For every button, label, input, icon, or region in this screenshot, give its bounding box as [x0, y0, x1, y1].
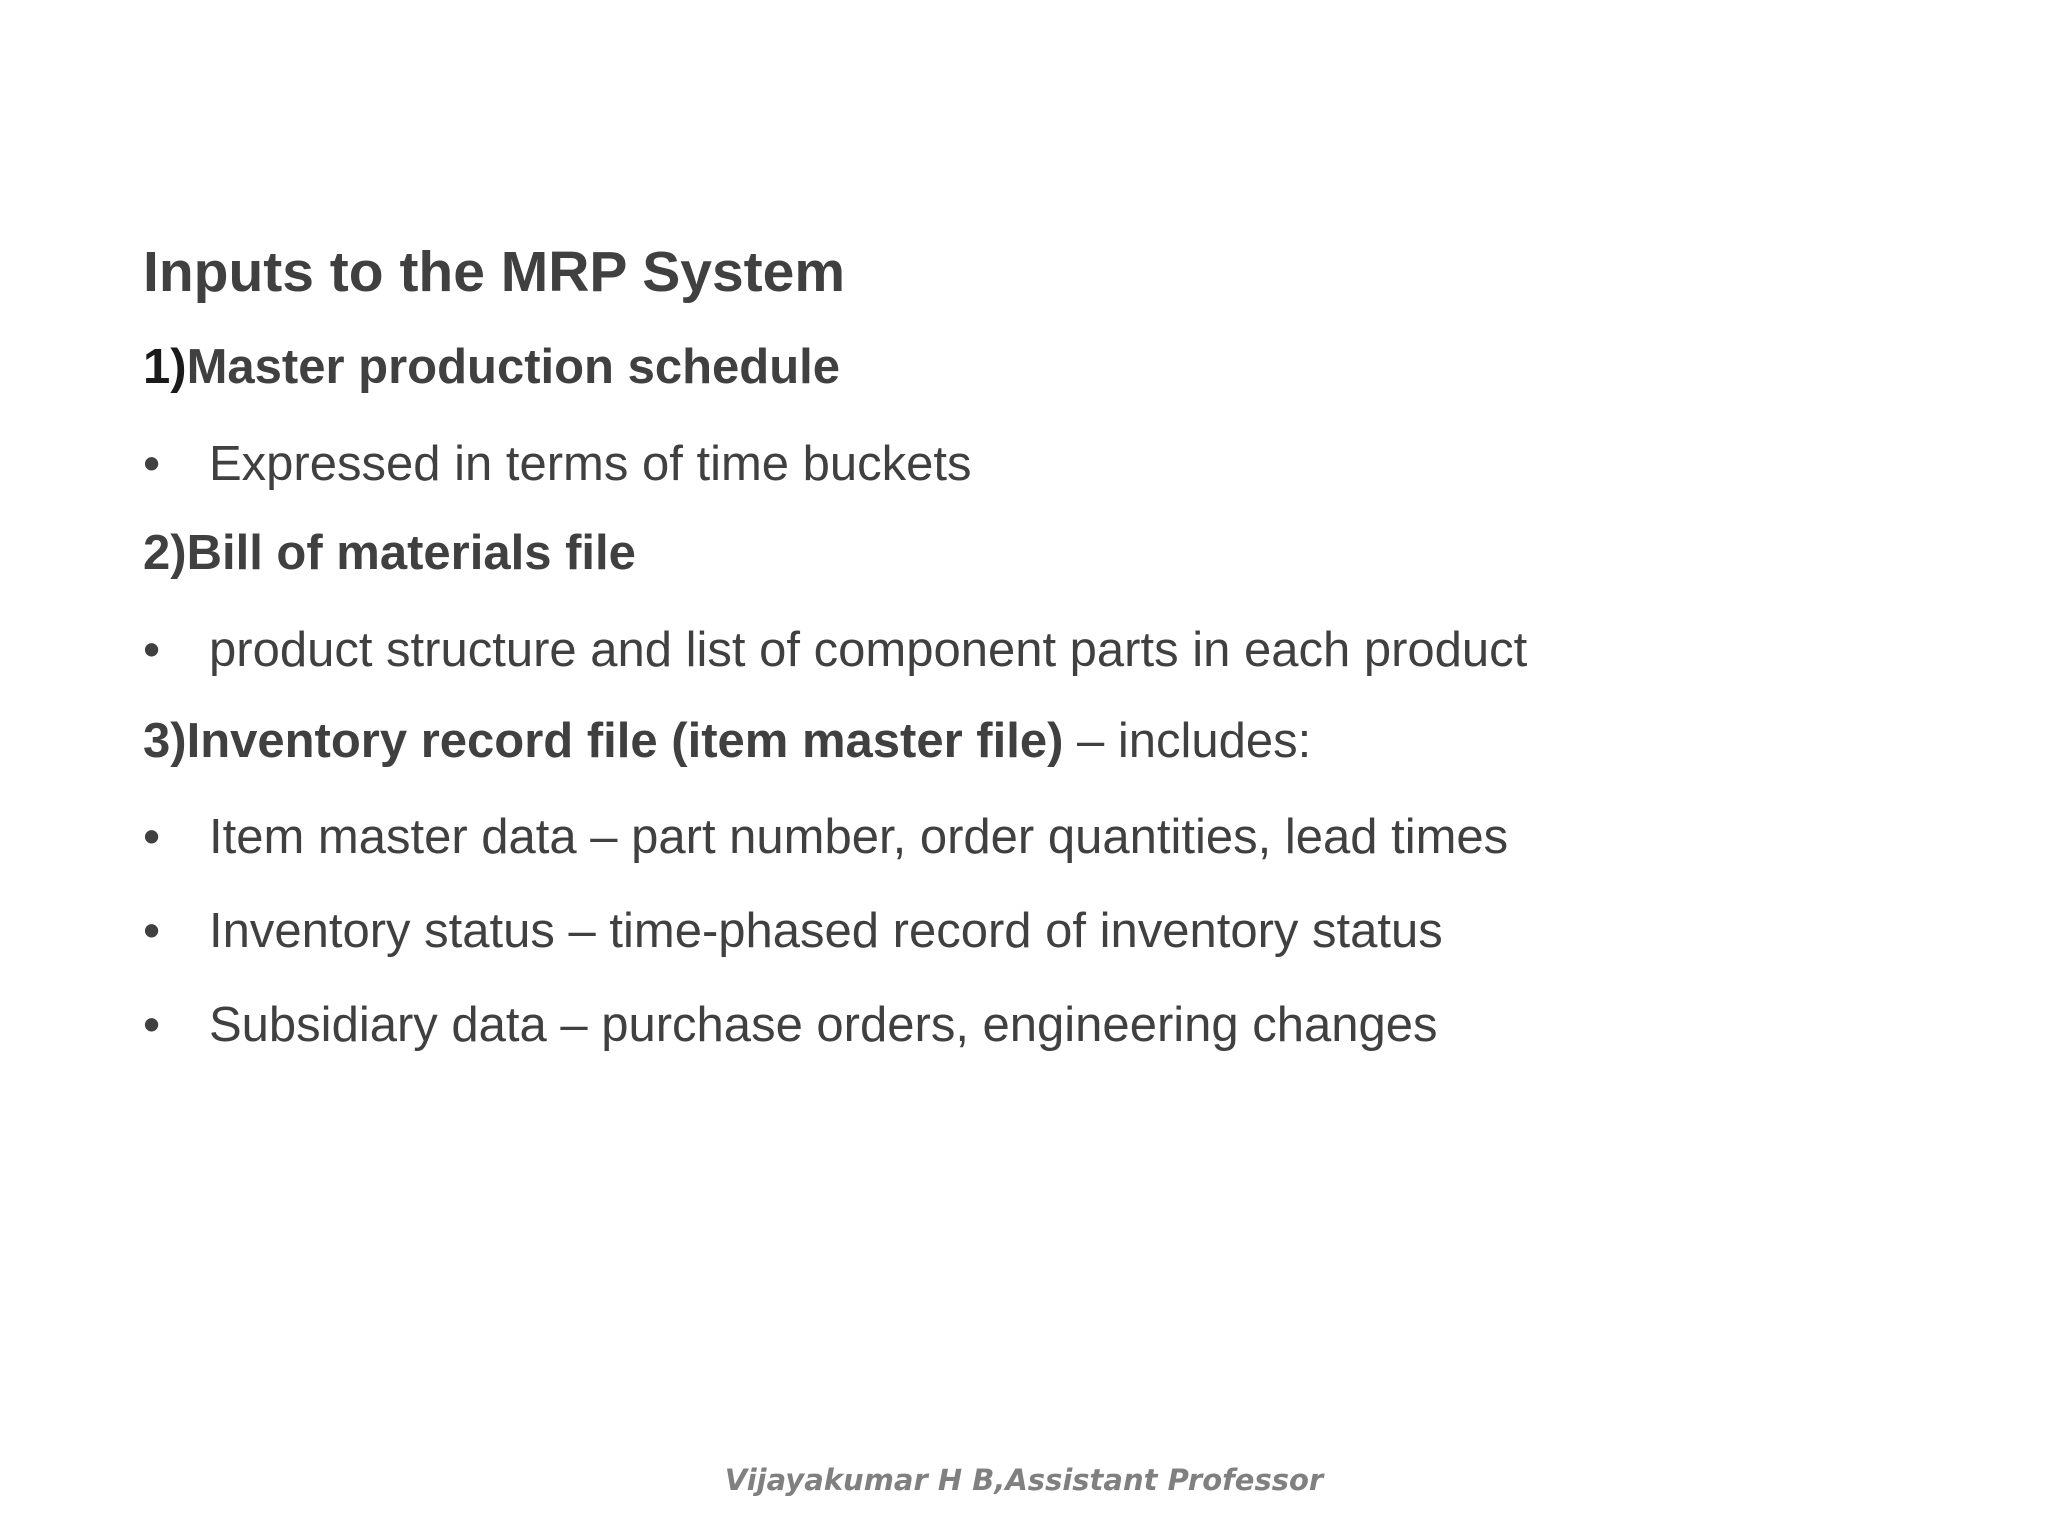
- item1-number: 1): [143, 340, 187, 394]
- slide-title: Inputs to the MRP System: [143, 240, 846, 304]
- slide-footer: Vijayakumar H B,Assistant Professor: [724, 1463, 1324, 1497]
- bullet-icon: •: [143, 623, 161, 677]
- item2-number: 2): [143, 526, 187, 580]
- item3-heading-suffix: – includes:: [1063, 714, 1312, 768]
- item1-heading-text: Master production schedule: [186, 340, 841, 394]
- bullet-icon: •: [143, 437, 161, 491]
- item3-bullet-2-text: Inventory status – time-phased record of inventory status: [209, 904, 1443, 958]
- item3-bullet-2: [143, 902, 1443, 961]
- item1-heading: [143, 338, 840, 397]
- item2-bullet-1-text: product structure and list of component parts in each product: [209, 623, 1528, 677]
- item2-heading-text: Bill of materials file: [186, 526, 636, 580]
- item2-heading: [143, 524, 636, 583]
- item3-bullet-3: [143, 996, 1438, 1055]
- item3-bullet-3-text: Subsidiary data – purchase orders, engineering changes: [209, 998, 1438, 1052]
- bullet-icon: •: [143, 904, 161, 958]
- item2-bullet-1: [143, 621, 1527, 680]
- item3-bullet-1-text: Item master data – part number, order quantities, lead times: [209, 810, 1509, 864]
- item3-number: 3): [143, 714, 187, 768]
- item1-bullet-1-text: Expressed in terms of time buckets: [209, 437, 972, 491]
- item3-heading-text: Inventory record file (item master file): [186, 714, 1064, 768]
- bullet-icon: •: [143, 998, 161, 1052]
- item3-heading: [143, 712, 1311, 771]
- item1-bullet-1: [143, 435, 972, 494]
- item3-bullet-1: [143, 808, 1508, 867]
- bullet-icon: •: [143, 810, 161, 864]
